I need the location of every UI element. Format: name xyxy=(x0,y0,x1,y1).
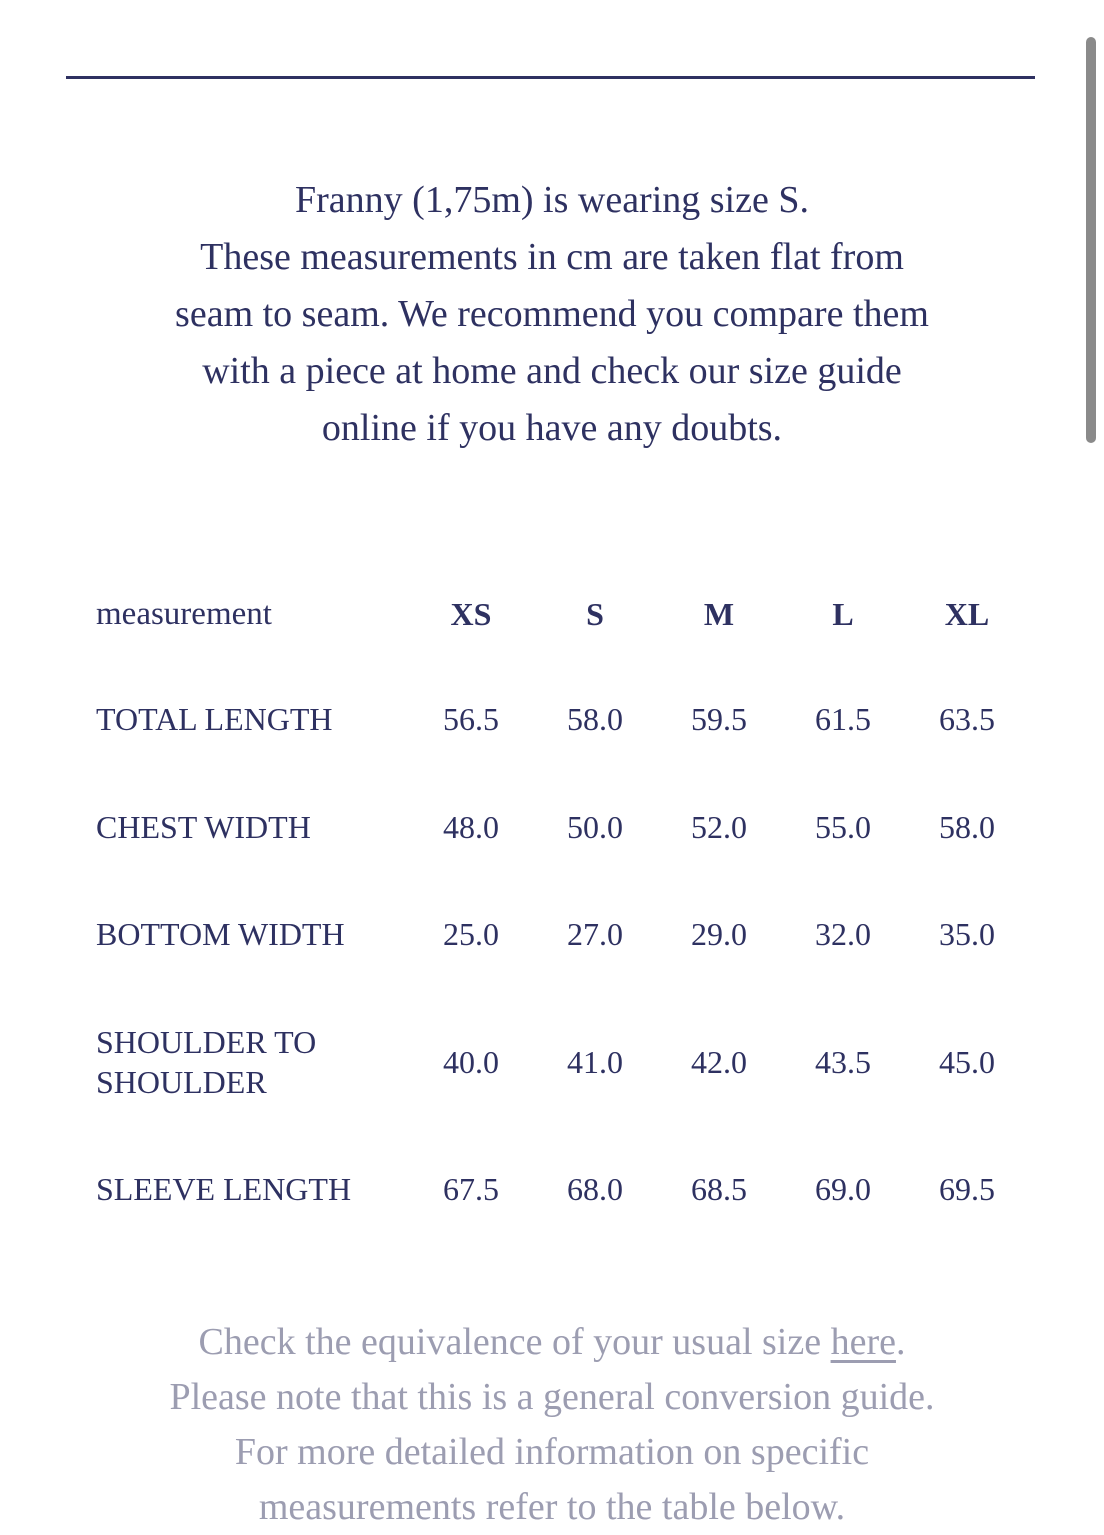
top-divider xyxy=(66,76,1035,79)
intro-line: online if you have any doubts. xyxy=(321,407,783,449)
cell-value: 41.0 xyxy=(567,1044,623,1080)
size-header-m: M xyxy=(703,596,735,632)
cell-value: 52.0 xyxy=(691,809,747,845)
cell-value: 69.5 xyxy=(939,1171,995,1207)
cell-value: 50.0 xyxy=(567,809,623,845)
row-label: BOTTOM WIDTH xyxy=(96,916,345,952)
cell-value: 68.5 xyxy=(691,1171,747,1207)
size-header-xl: XL xyxy=(944,596,990,632)
row-label: CHEST WIDTH xyxy=(96,809,311,845)
size-table-header xyxy=(96,594,1029,634)
intro-line: with a piece at home and check our size guide xyxy=(202,350,902,392)
cell-value: 55.0 xyxy=(815,809,871,845)
footer-line xyxy=(50,1315,1054,1370)
size-header-l: L xyxy=(832,596,854,632)
row-label: SHOULDER TO SHOULDER xyxy=(96,1024,317,1100)
cell-value: 58.0 xyxy=(567,701,623,737)
intro-text xyxy=(66,172,1038,457)
cell-value: 59.5 xyxy=(691,701,747,737)
footer-line: Please note that this is a general conversion guide. xyxy=(169,1376,935,1418)
cell-value: 32.0 xyxy=(815,916,871,952)
size-table xyxy=(96,594,1029,1209)
footer-line-clipped: measurements refer to the table below. xyxy=(258,1486,846,1528)
size-equivalence-link[interactable]: here xyxy=(830,1321,896,1363)
scrollbar-thumb[interactable] xyxy=(1086,37,1096,443)
cell-value: 56.5 xyxy=(443,701,499,737)
row-label: TOTAL LENGTH xyxy=(96,701,333,737)
measurement-column-header: measurement xyxy=(96,596,272,632)
cell-value: 29.0 xyxy=(691,916,747,952)
footer-text: . xyxy=(895,1321,906,1363)
size-header-xs: XS xyxy=(450,596,492,632)
cell-value: 58.0 xyxy=(939,809,995,845)
table-row xyxy=(96,807,1029,847)
cell-value: 25.0 xyxy=(443,916,499,952)
size-header-s: S xyxy=(586,596,604,632)
cell-value: 63.5 xyxy=(939,701,995,737)
intro-line: Franny (1,75m) is wearing size S. xyxy=(295,179,809,221)
cell-value: 68.0 xyxy=(567,1171,623,1207)
table-row xyxy=(96,699,1029,739)
cell-value: 48.0 xyxy=(443,809,499,845)
cell-value: 45.0 xyxy=(939,1044,995,1080)
footer-text: Check the equivalence of your usual size xyxy=(198,1321,831,1363)
row-label: SLEEVE LENGTH xyxy=(96,1171,352,1207)
cell-value: 67.5 xyxy=(443,1171,499,1207)
cell-value: 42.0 xyxy=(691,1044,747,1080)
table-row xyxy=(96,914,1029,954)
intro-line: seam to seam. We recommend you compare them xyxy=(175,293,929,335)
cell-value: 35.0 xyxy=(939,916,995,952)
cell-value: 61.5 xyxy=(815,701,871,737)
footer-line: For more detailed information on specific xyxy=(234,1431,870,1473)
cell-value: 69.0 xyxy=(815,1171,871,1207)
cell-value: 40.0 xyxy=(443,1044,499,1080)
table-row xyxy=(96,1022,1029,1102)
footer-note xyxy=(50,1315,1054,1535)
cell-value: 43.5 xyxy=(815,1044,871,1080)
intro-line: These measurements in cm are taken flat from xyxy=(200,236,904,278)
cell-value: 27.0 xyxy=(567,916,623,952)
table-row xyxy=(96,1169,1029,1209)
